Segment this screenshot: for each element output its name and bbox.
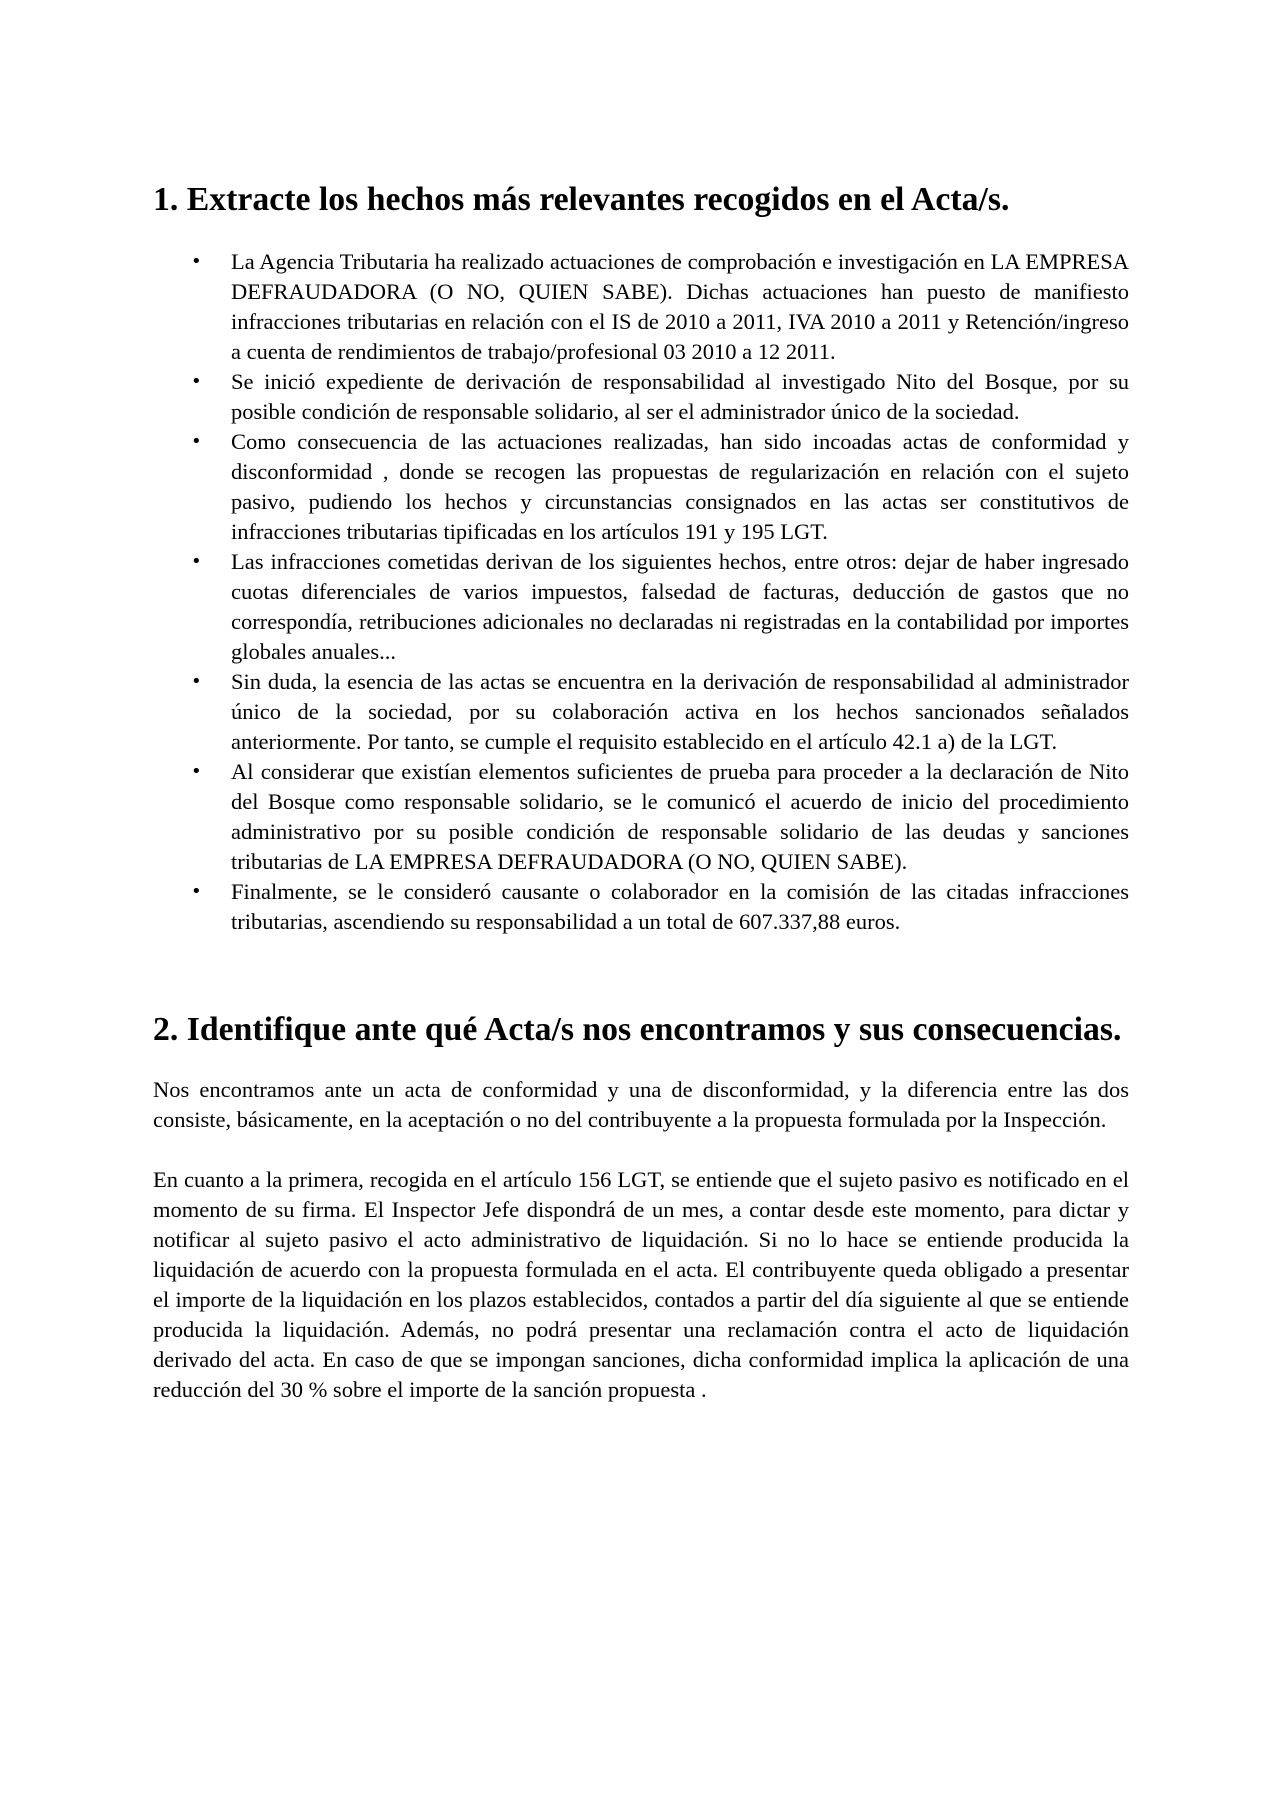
bullet-icon: • [191, 881, 202, 902]
paragraph: En cuanto a la primera, recogida en el artículo 156 LGT, se entiende que el sujeto pasivo es notificado en el momento de su firma. El Inspector Jefe dispondrá de un mes, a contar desde este momento, para dictar y notificar al sujeto pasivo el acto administrativo de liquidación. Si no lo hace se entiende producida la liquidación de acuerdo con la propuesta formulada en el acta. El contribuyente queda obligado a presentar el importe de la liquidación en los plazos establecidos, contados a partir del día siguiente al que se entiende producida la liquidación. Además, no podrá presentar una reclamación contra el acto de liquidación derivado del acta. En caso de que se impongan sanciones, dicha conformidad implica la aplicación de una reducción del 30 % sobre el importe de la sanción propuesta . [153, 1167, 1129, 1402]
list-item [153, 757, 1129, 877]
section-1-heading: 1. Extracte los hechos más relevantes recogidos en el Acta/s. [153, 181, 1010, 218]
paragraph: Nos encontramos ante un acta de conformidad y una de disconformidad, y la diferencia entre las dos consiste, básicamente, en la aceptación o no del contribuyente a la propuesta formulada por la Inspección. [153, 1077, 1129, 1132]
list-item-text: Se inició expediente de derivación de responsabilidad al investigado Nito del Bosque, por su posible condición de responsable solidario, al ser el administrador único de la sociedad. [231, 369, 1129, 424]
list-item [153, 667, 1129, 757]
list-item [153, 547, 1129, 667]
list-item-text: Como consecuencia de las actuaciones realizadas, han sido incoadas actas de conformidad y disconformidad , donde se recogen las propuestas de regularización en relación con el sujeto pasivo, pudiendo los hechos y circunstancias consignados en las actas ser constitutivos de infracciones tributarias tipificadas en los artículos 191 y 195 LGT. [231, 429, 1129, 544]
list-item [153, 877, 1129, 937]
list-item-text: Finalmente, se le consideró causante o colaborador en la comisión de las citadas infracciones tributarias, ascendiendo su responsabilidad a un total de 607.337,88 euros. [231, 879, 1129, 934]
bullet-icon: • [191, 431, 202, 452]
list-item-text: Sin duda, la esencia de las actas se encuentra en la derivación de responsabilidad al administrador único de la sociedad, por su colaboración activa en los hechos sancionados señalados anteriormente. Por tanto, se cumple el requisito establecido en el artículo 42.1 a) de la LGT. [231, 669, 1129, 754]
bullet-icon: • [191, 371, 202, 392]
list-item [153, 367, 1129, 427]
list-item-text: Al considerar que existían elementos suficientes de prueba para proceder a la declaración de Nito del Bosque como responsable solidario, se le comunicó el acuerdo de inicio del procedimiento administrativo por su posible condición de responsable solidario de las deudas y sanciones tributarias de LA EMPRESA DEFRAUDADORA (O NO, QUIEN SABE). [231, 759, 1129, 874]
facts-list [153, 247, 1129, 937]
document-content [153, 181, 1129, 1405]
bullet-icon: • [191, 761, 202, 782]
list-item-text: Las infracciones cometidas derivan de los siguientes hechos, entre otros: dejar de haber ingresado cuotas diferenciales de varios impuestos, falsedad de facturas, deducción de gastos que no correspondía, retribuciones adicionales no declaradas ni registradas en la contabilidad por importes globales anuales... [231, 549, 1129, 664]
bullet-icon: • [191, 671, 202, 692]
list-item [153, 247, 1129, 367]
bullet-icon: • [191, 551, 202, 572]
section-2-heading: 2. Identifique ante qué Acta/s nos encontramos y sus consecuencias. [153, 1011, 1122, 1048]
list-item-text: La Agencia Tributaria ha realizado actuaciones de comprobación e investigación en LA EMPRESA DEFRAUDADORA (O NO, QUIEN SABE). Dichas actuaciones han puesto de manifiesto infracciones tributarias en relación con el IS de 2010 a 2011, IVA 2010 a 2011 y Retención/ingreso a cuenta de rendimientos de trabajo/profesional 03 2010 a 12 2011. [231, 249, 1129, 364]
bullet-icon: • [191, 251, 202, 272]
list-item [153, 427, 1129, 547]
